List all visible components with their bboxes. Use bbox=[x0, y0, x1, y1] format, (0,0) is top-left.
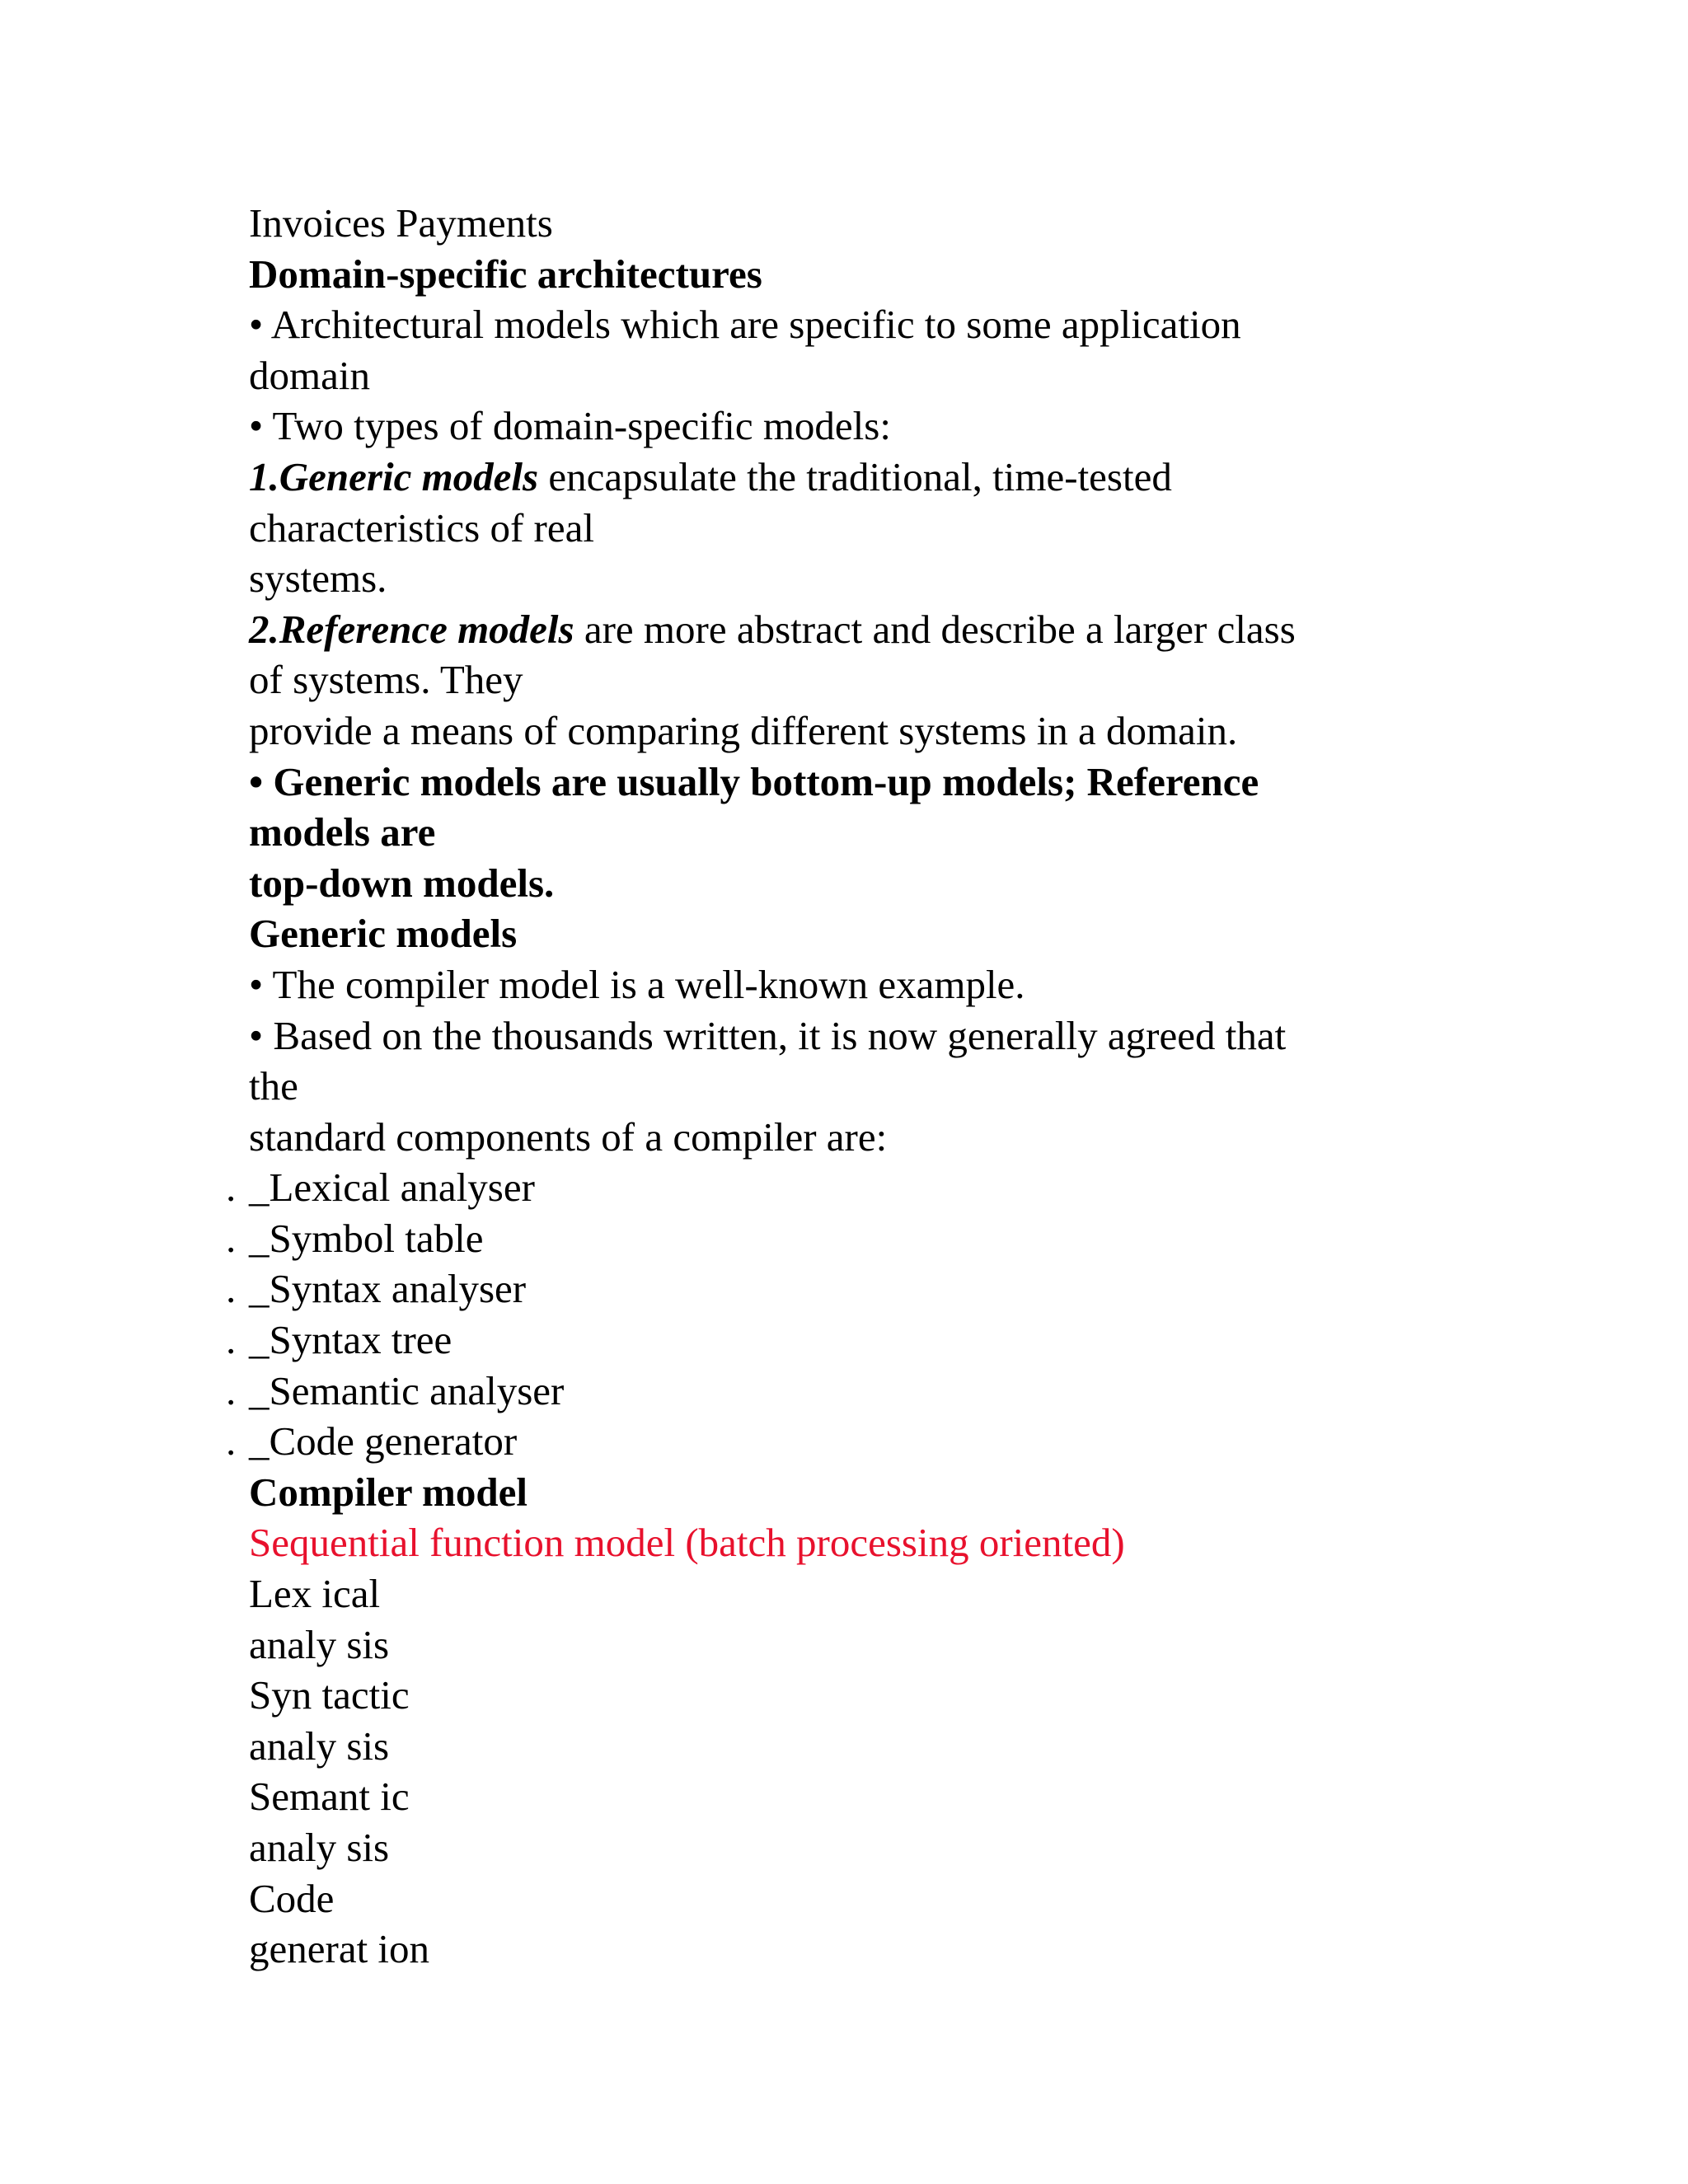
bold-bullet-line1: • Generic models are usually bottom-up models; Reference bbox=[249, 758, 1259, 804]
generic-models-cont2: systems. bbox=[249, 555, 387, 602]
component-item bbox=[226, 1213, 1444, 1264]
item-marker: . bbox=[226, 1418, 237, 1465]
component-item bbox=[226, 1162, 1444, 1213]
item-marker: . bbox=[226, 1165, 237, 1211]
sequential-function-model: Sequential function model (batch processing oriented) bbox=[249, 1520, 1125, 1566]
bullet-thousands-written-cont: the bbox=[249, 1063, 298, 1109]
item-marker: . bbox=[226, 1266, 237, 1312]
heading-generic-models: Generic models bbox=[249, 911, 518, 957]
component-item bbox=[226, 1416, 1444, 1467]
header-line: Invoices Payments bbox=[249, 200, 553, 246]
bullet-compiler-example: • The compiler model is a well-known example. bbox=[249, 961, 1025, 1007]
diagram-text-line: analy sis bbox=[249, 1722, 390, 1769]
bold-bullet-line3: top-down models. bbox=[249, 860, 555, 906]
diagram-text-line: Syn tactic bbox=[249, 1672, 410, 1718]
reference-models-cont2: provide a means of comparing different systems in a domain. bbox=[249, 707, 1238, 753]
component-label: _Symbol table bbox=[249, 1215, 484, 1261]
bullet-thousands-written-cont2: standard components of a compiler are: bbox=[249, 1113, 888, 1160]
reference-models-cont: of systems. They bbox=[249, 657, 523, 703]
diagram-text-line: generat ion bbox=[249, 1926, 430, 1972]
component-item bbox=[226, 1366, 1444, 1417]
diagram-text-line: Lex ical bbox=[249, 1571, 381, 1617]
component-label: _Semantic analyser bbox=[249, 1367, 565, 1413]
diagram-text-line: Code bbox=[249, 1875, 335, 1921]
generic-models-cont: characteristics of real bbox=[249, 504, 594, 551]
heading-domain-specific: Domain-specific architectures bbox=[249, 251, 762, 297]
generic-models-label: 1.Generic models bbox=[249, 453, 539, 499]
component-item bbox=[226, 1315, 1444, 1366]
bold-bullet-line2: models are bbox=[249, 809, 436, 855]
item-marker: . bbox=[226, 1215, 237, 1261]
component-label: _Syntax tree bbox=[249, 1317, 452, 1363]
component-item bbox=[226, 1263, 1444, 1315]
component-label: _Code generator bbox=[249, 1418, 518, 1465]
component-label: _Syntax analyser bbox=[249, 1266, 527, 1312]
diagram-text-line: analy sis bbox=[249, 1825, 390, 1870]
bullet-architectural-models: • Architectural models which are specific to some application bbox=[249, 302, 1241, 348]
component-label: _Lexical analyser bbox=[249, 1165, 535, 1211]
reference-models-text: are more abstract and describe a larger class bbox=[574, 606, 1296, 652]
item-marker: . bbox=[226, 1367, 237, 1413]
bullet-two-types: • Two types of domain-specific models: bbox=[249, 403, 891, 449]
diagram-text-line: analy sis bbox=[249, 1621, 390, 1667]
bullet-thousands-written: • Based on the thousands written, it is now generally agreed that bbox=[249, 1012, 1287, 1058]
item-marker: . bbox=[226, 1317, 237, 1363]
diagram-text-line: Semant ic bbox=[249, 1774, 410, 1820]
document-body bbox=[226, 198, 1444, 1975]
heading-compiler-model: Compiler model bbox=[249, 1469, 528, 1515]
reference-models-line bbox=[249, 604, 1444, 655]
reference-models-label: 2.Reference models bbox=[249, 606, 574, 652]
bullet-architectural-models-cont: domain bbox=[249, 352, 370, 398]
generic-models-line bbox=[249, 452, 1444, 503]
generic-models-text: encapsulate the traditional, time-tested bbox=[538, 453, 1172, 499]
